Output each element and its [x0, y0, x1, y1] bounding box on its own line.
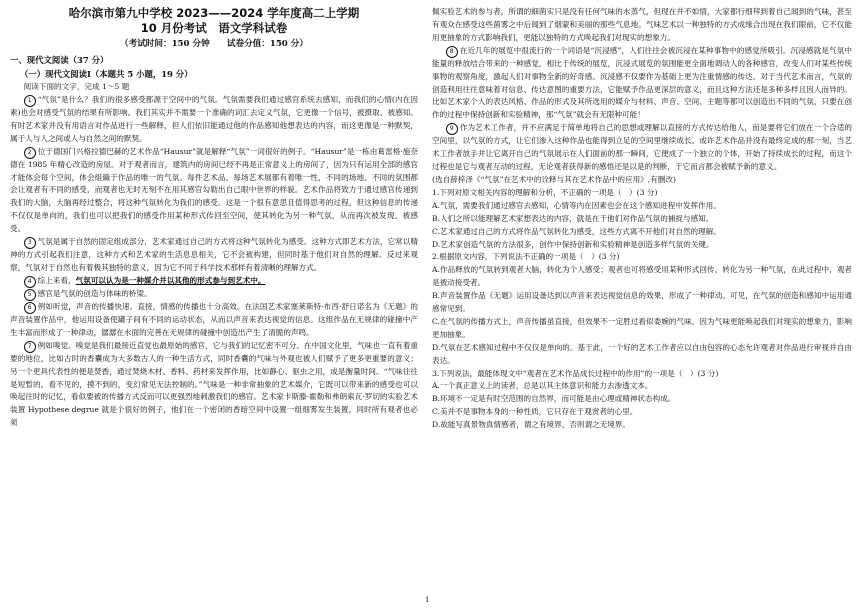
source-note: (选自薛梓泽《“气氛”在艺术中的诠释与其在艺术作品中的应用》,有删改): [432, 174, 676, 184]
school-title: 哈尔滨市第九中学校 2023——2024 学年度高二上学期: [68, 6, 360, 20]
instruction: 阅读下面的文字，完成 1～5 题: [23, 82, 130, 91]
q2-option-a: A.作品释放的气氛转到观者大脑，转化为个人感受；观者也可将感受用某种形式回传，转化为另一种气氛，在此过程中，观者是被动接受者。: [432, 265, 852, 288]
q3-option-a: A.一个真正意义上的读者，总是以其主体意识和能力去渗透文本。: [432, 381, 653, 391]
paragraph-7: 7 例如嗅觉。嗅觉是我们最接近直觉也最原始的感官，它与我们的记忆密不可分。在中国文化里，气味也一直有着重要的地位，比如古时的香囊成为大多数古人的一种生活方式，同时香囊的气味与外观也被人们赋予了更多更重要的意义；另一个更具代表性的便是焚香，通过焚烧木材、香料、药材来发挥作用，比如静心、驱虫之用，或是衡量时间。“气味往往是短暂的，看不见的，摸不到的，变幻常见无法控制的。”气味是一种非常抽象的艺术媒介，它既可以带来新的感受也可以唤起往时的记忆，看似要被的传播方式反而可以更强烈地刺激我们的感官。艺术家卡斯滕·霍勒和弗朗索瓦·罗切的实验艺术装置 Hypothese degrue 就是个很好的例子，他们在一个密闭的香暗空间中设置一组细雾发生装置，同时所有观者也必须: [10, 340, 418, 428]
q1-option-c: C.艺术家通过自己的方式将作品气氛转化为感受，这些方式离不开他们对自然的理解。: [432, 226, 721, 236]
q3-option-c: C.美并不是事物本身的一种性质，它只存在于观赏者的心里。: [432, 407, 638, 417]
paragraph-8: 8 在近几年的展览中很流行的一个词语是“沉浸感”，人们往往会被沉浸在某种事物中的感觉所吸引。沉浸感就是气氛中能量的释放结合带来的一种感觉，相比于传统的展览，沉浸式展览的氛围能更全面地调动人的各种感官，改变人们对某些传统事物的观察角度，激起人们对事物全新的好奇感。沉浸感不仅要作为基础上更为注重情感的传达。对于当代艺术而言，气氛的创造利用往往意味着对信息、传达意图的重要方法，它能赋予作品更深层的意义，而且这种方法还是多种多样且因人而异的。比如艺术家个人的表达风格、作品的形式及其所选用的媒介与材料、声音、空间、主题等都可以创造出不同的气氛，只要在创作的过程中保持创新和实验精神，那“气氛”就会有无限种可能！: [432, 45, 852, 120]
q3-option-b: B.环境不一定是有时空范围的自然界，而可能是由心理或精神状态构成。: [432, 394, 676, 404]
question-1: 1.下列对原文相关内容的理解和分析，不正确的一项是（ ）(3 分): [432, 187, 658, 197]
paragraph-5: 5 感官是气氛的创造与体味的桥梁。: [10, 288, 418, 301]
q1-option-d: D.艺术家创造气氛的方法很多，创作中保持创新和实验精神是创造多样气氛的关键。: [432, 239, 714, 249]
q2-option-b: B.声音装置作品《无题》运用设备达到以声音来表达视觉信息的效果，形成了一种律动。可见，在气氛的创造和感知中运用通感常见到。: [432, 291, 852, 314]
exam-meta: （考试时间：150 分钟 试卷分值：150 分）: [120, 39, 308, 49]
page-number: 1: [425, 596, 430, 604]
right-column: [432, 6, 852, 432]
paragraph-1: 1 “气氛”是什么？我们的很多感受都源于空间中的气氛。气氛需要我们通过感官系统去感知，而我们的心情(内在因素)也会对感受气氛的结果有所影响。我们其实并不需要一个准确的词汇去定义气氛，它更像一个信号，被摄取、被感知。有时艺术家并没有用语言对作品进行一些解释，但人们依旧能通过他的作品感知他想表达的内容，而这更像是一种默契，属于人与人之间或人与自然之间的默契。: [10, 94, 418, 143]
q2-option-d: D.气氛在艺术感知过程中不仅仅是单向的。基于此，一个好的艺术工作者应以自由包容的心态允许观者对作品进行审视并自由表达。: [432, 342, 852, 365]
question-2: 2.根据原文内容，下列说法不正确的一项是（ ）(3 分): [432, 252, 620, 262]
section-heading: 一、现代文阅读（37 分）: [10, 55, 109, 65]
q2-option-c: C.在气氛的传播方式上，声音传播虽直接，但效果不一定胜过看似委婉的气味，因为气味更能唤起我们对现实的想象力，影响更加抽象。: [432, 316, 852, 339]
paragraph-4: 4 综上来看，气氛可以认为是一种媒介并以其他的形式参与到艺术中。: [10, 275, 418, 288]
paragraph-9: 9 作为艺术工作者，并不应满足于简单地将自己的思想或理解以直接的方式传达给他人，而是要将它们放在一个合适的空间里，以气氛的方式，让它们渗入这种作品也能得到立足的空间里继续成长。或许艺术作品并没有最终定成的那一刻，当艺术工作者放手并让它离开自己的气氛展示在人们面前的那一瞬间，它便成了一个独立的个体，开始了持续成长的过程，而这个过程也是它与观者互动的过程，无论观者获得新的感悟还是以是的判断，于它而言都会被赋予新的意义。: [432, 123, 852, 172]
q1-option-a: A.气氛，需要我们通过感官去感知，心情等内在因素也会在这个感知进程中发挥作用。: [432, 200, 721, 210]
left-column: [10, 6, 418, 430]
paragraph-7-cont: 佩实验艺术的参与者，所谓的細菌实只是没有任何气味的水蒸气，但现在并不如情，大家都行细拜到着自己闻到的气味，甚至有观众在感受这些菌雾之中后闻到了烟蒙和美丽的那些气息地。气味艺术以一种独特的方式成缘合出现在我们眼前，它不仅能用更抽象的方式影响我们，更能以独特的方式唤起我们对现实的想象力。: [432, 7, 852, 42]
paragraph-2: 2 位于德国门兴格拉德巴赫的艺术作品“Hausur”就是解释“气氛”一词很好的例子。“Hausur”是一栋由葛雷格·施奈德在 1985 年精心改造的房屋。对于观者而言，建筑内的房间已经不再是正常意义上的房间了，因为只有运用全部的感官才能体会每个空间，体会組織于作品的唯一的气氛。每件艺术品、每场艺术展都有着唯一性，不同的场地、不同的氛围都会让观者有不同的感受，而观者也无时无刻不在用其感官勾勒出自己眼中世界的样貌。艺术作品将致力于通过感官传递到我们的大脑，大脑再经过整合，将这种气氛转化为我们的感受。这是一个很有意思且值得思考的过程，但这种信息的传递不仅仅是单向的，我们也可以把我们的感受作用某种形式传回至空间，使其转化为另一种气氛，从而再次被发现、被感受。: [10, 146, 418, 234]
paragraph-6: 6 例如听觉，声音的传播快速、直接，情感的传播也十分高效。在法国艺术家塞莱斯特·布西·舒日诺名为《无题》的声音装置作品中，他运用设备使罐子间有不同的运动状态，从而以声音来表达视觉的信息。这组作品在无规律的碰撞中产生丰富而形成了一种律动，潺潺在水面的完善在无规律的碰撞中创造出产生了清脆的声鸣。: [10, 301, 418, 337]
exam-title: 10 月份考试 语文学科试卷: [140, 21, 288, 35]
q1-option-b: B.人们之所以能理解艺术家想表达的内容，就是在于他们对作品气氛的捕捉与感知。: [432, 213, 714, 223]
subsection-heading: （一）现代文阅读Ⅰ（本题共 5 小题，19 分）: [20, 69, 193, 79]
q3-option-d: D.故能写真景物真情感者，谓之有境界，否则谓之无境界。: [432, 420, 631, 430]
paragraph-3: 3 气氛是属于自然的固定组成部分，艺术家通过自己的方式将这种气氛转化为感受。这种方式即艺术方法，它常以精神的方式引起我们注意，这种方式和艺术家的生活息息相关，它不会被构建，但同时基于他们对自然的理解。反过来观察，气氛对于自然也有着极其独特的意义，因为它不同于科学技术那样有着清晰的理解方式。: [10, 237, 418, 272]
question-3: 3.下列说法，最能体现文中“观者在艺术作品成长过程中的作用”的一项是（ ）(3 分): [432, 368, 719, 378]
